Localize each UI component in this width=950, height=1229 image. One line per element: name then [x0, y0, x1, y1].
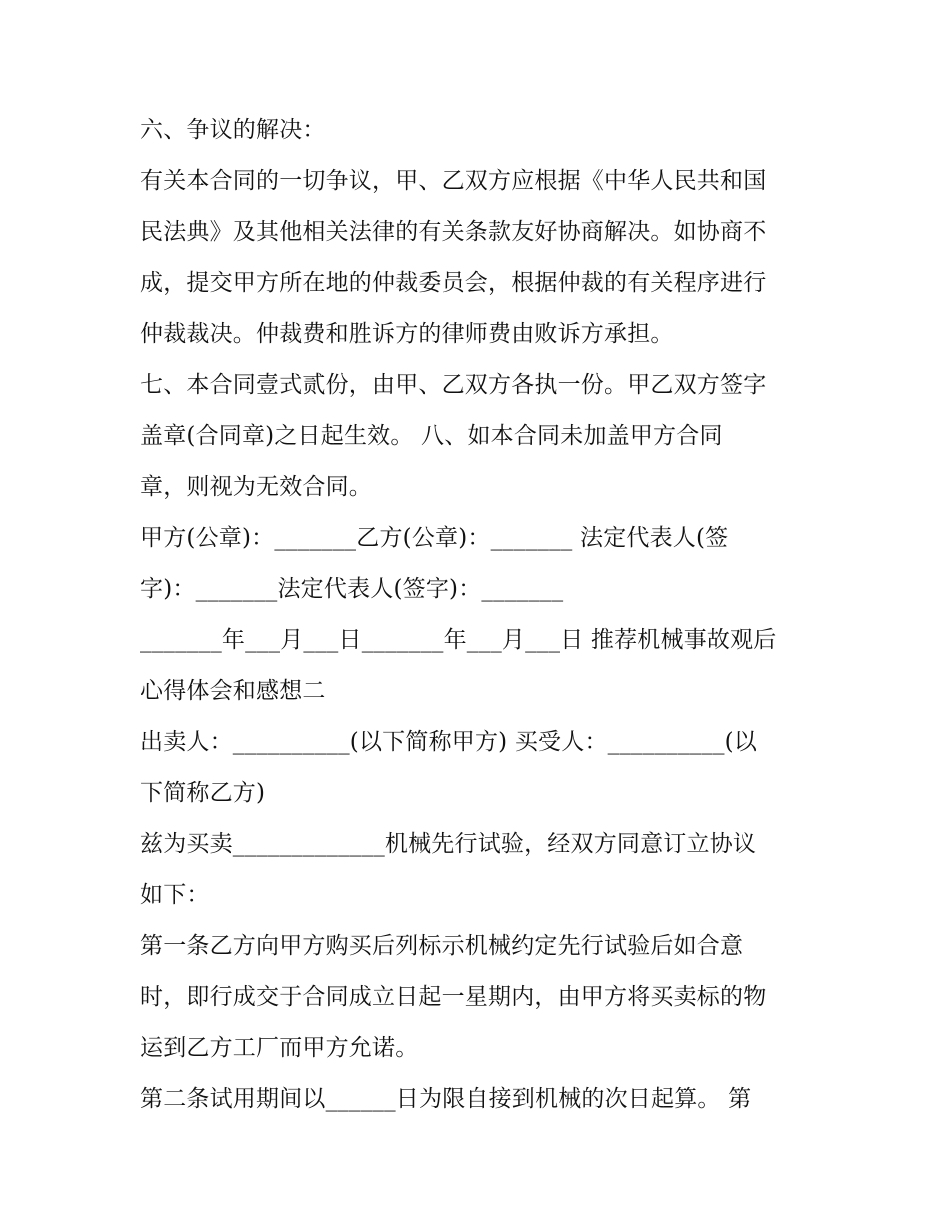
article-line: 第一条乙方向甲方购买后列标示机械约定先行试验后如合意	[140, 933, 744, 959]
article-line: 第二条试用期间以______日为限自接到机械的次日起算。 第	[140, 1086, 752, 1112]
parties-line: 下简称乙方)	[140, 780, 266, 806]
paragraph-line: 兹为买卖_____________机械先行试验，经双方同意订立协议	[140, 831, 757, 857]
article-line: 运到乙方工厂而甲方允诺。	[140, 1035, 419, 1061]
paragraph-line: 仲裁裁决。仲裁费和胜诉方的律师费由败诉方承担。	[140, 321, 674, 347]
article-line: 时，即行成交于合同成立日起一星期内，由甲方将买卖标的物	[140, 984, 767, 1010]
date-line: _______年___月___日_______年___月___日 推荐机械事故观后	[140, 627, 777, 653]
paragraph-line: 如下：	[140, 882, 210, 908]
paragraph-line: 章，则视为无效合同。	[140, 474, 372, 500]
document-subtitle: 心得体会和感想二	[140, 678, 326, 704]
document-body	[140, 105, 820, 1125]
paragraph-line: 有关本合同的一切争议，甲、乙双方应根据《中华人民共和国	[140, 168, 767, 194]
parties-line: 出卖人：__________(以下简称甲方) 买受人：__________(以	[140, 729, 758, 755]
paragraph-line: 盖章(合同章)之日起生效。 八、如本合同未加盖甲方合同	[140, 423, 723, 449]
paragraph-line: 成，提交甲方所在地的仲裁委员会，根据仲裁的有关程序进行	[140, 270, 767, 296]
signature-line: 字)：_______法定代表人(签字)：_______	[140, 576, 564, 602]
paragraph-line: 民法典》及其他相关法律的有关条款友好协商解决。如协商不	[140, 219, 767, 245]
paragraph-line: 七、本合同壹式贰份，由甲、乙双方各执一份。甲乙双方签字	[140, 372, 767, 398]
section-heading-dispute: 六、争议的解决：	[140, 117, 326, 143]
signature-line: 甲方(公章)：_______乙方(公章)：_______ 法定代表人(签	[140, 525, 729, 551]
